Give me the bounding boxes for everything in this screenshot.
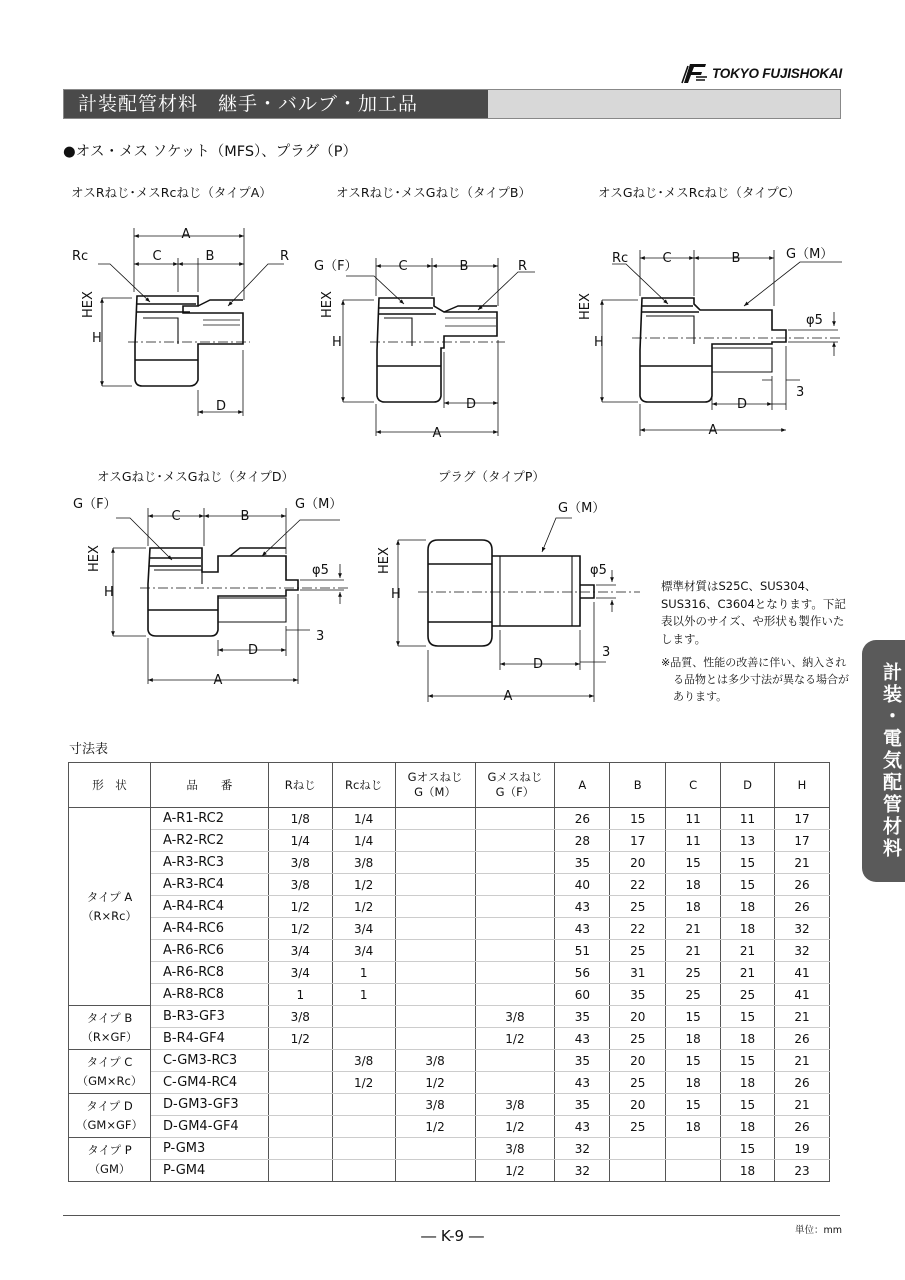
cell-d: 18 [721, 1072, 775, 1094]
thread-left-label: Rc [612, 251, 629, 266]
cell-b: 20 [610, 852, 666, 874]
cell-d: 18 [721, 1160, 775, 1182]
col-gf: Gメスねじ G（F） [475, 763, 555, 808]
group-cell: タイプ C （GM×Rc） [69, 1050, 151, 1094]
cell-d: 25 [721, 984, 775, 1006]
table-row [69, 962, 830, 984]
col-c: C [666, 763, 721, 808]
phi-label: φ5 [590, 563, 607, 578]
cell-a: 35 [555, 1006, 610, 1028]
cell-h: 21 [775, 1006, 830, 1028]
dim-b-label: B [240, 509, 250, 524]
cell-c: 15 [666, 1050, 721, 1072]
gap-label: 3 [316, 629, 325, 644]
cell-r: 1/2 [268, 896, 332, 918]
dim-d-label: D [736, 397, 748, 412]
col-b: B [610, 763, 666, 808]
gap-label: 3 [602, 645, 611, 660]
cell-b: 20 [610, 1094, 666, 1116]
cell-rc: 1/4 [332, 808, 395, 830]
cell-a: 51 [555, 940, 610, 962]
dim-hex-label: HEX [377, 547, 392, 574]
cell-d: 15 [721, 852, 775, 874]
cell-rc: 1 [332, 962, 395, 984]
cell-h: 26 [775, 896, 830, 918]
dim-a-label: A [213, 673, 223, 688]
cell-c: 18 [666, 1072, 721, 1094]
cell-gm: 1/2 [395, 1116, 475, 1138]
cell-gm [395, 1006, 475, 1028]
group-cell: タイプ B （R×GF） [69, 1006, 151, 1050]
cell-gf: 1/2 [475, 1028, 555, 1050]
dim-hex-label: HEX [320, 291, 335, 318]
cell-c [666, 1160, 721, 1182]
col-code: 品 番 [150, 763, 268, 808]
cell-c: 18 [666, 1116, 721, 1138]
table-row [69, 940, 830, 962]
cell-gf [475, 984, 555, 1006]
cell-r [268, 1160, 332, 1182]
cell-rc: 1/2 [332, 1072, 395, 1094]
unit-note: 単位：mm [795, 1225, 843, 1236]
cell-d: 15 [721, 874, 775, 896]
dim-hex-label: HEX [578, 293, 593, 320]
cell-b: 17 [610, 830, 666, 852]
cell-c: 25 [666, 984, 721, 1006]
cell-gm [395, 918, 475, 940]
table-row [69, 896, 830, 918]
table-label: 寸法表 [69, 742, 109, 757]
part-code-cell: A-R3-RC3 [150, 852, 268, 874]
cell-r: 1/2 [268, 1028, 332, 1050]
part-code-cell: C-GM4-RC4 [150, 1072, 268, 1094]
cell-a: 43 [555, 918, 610, 940]
cell-gf [475, 1072, 555, 1094]
cell-r: 3/4 [268, 962, 332, 984]
thread-left-label: G（F） [314, 259, 358, 274]
side-tab-label: 計装・電気配管材料 [880, 662, 902, 860]
cell-b: 25 [610, 1116, 666, 1138]
drawing-type-c [602, 250, 842, 436]
cell-h: 21 [775, 1050, 830, 1072]
cell-d: 15 [721, 1006, 775, 1028]
cell-rc [332, 1094, 395, 1116]
cell-a: 56 [555, 962, 610, 984]
cell-d: 11 [721, 808, 775, 830]
cell-a: 60 [555, 984, 610, 1006]
cell-a: 32 [555, 1160, 610, 1182]
cell-h: 26 [775, 1116, 830, 1138]
col-shape: 形 状 [69, 763, 151, 808]
cell-r [268, 1050, 332, 1072]
cell-r: 1/4 [268, 830, 332, 852]
cell-c: 15 [666, 1006, 721, 1028]
table-header-row [69, 763, 830, 808]
table-row [69, 1050, 830, 1072]
cell-b: 20 [610, 1050, 666, 1072]
cell-gf: 3/8 [475, 1006, 555, 1028]
part-code-cell: D-GM4-GF4 [150, 1116, 268, 1138]
cell-b: 20 [610, 1006, 666, 1028]
cell-rc: 3/4 [332, 918, 395, 940]
caption-type-b: オスRねじ･メスGねじ（タイプB） [336, 185, 531, 200]
table-row [69, 1160, 830, 1182]
cell-rc: 1/2 [332, 874, 395, 896]
cell-rc [332, 1138, 395, 1160]
cell-gm [395, 808, 475, 830]
cell-rc: 1/4 [332, 830, 395, 852]
cell-d: 21 [721, 940, 775, 962]
cell-gm [395, 830, 475, 852]
part-code-cell: A-R8-RC8 [150, 984, 268, 1006]
dim-c-label: C [152, 249, 162, 264]
cell-h: 17 [775, 808, 830, 830]
col-gm: Gオスねじ G（M） [395, 763, 475, 808]
cell-h: 32 [775, 940, 830, 962]
cell-r [268, 1072, 332, 1094]
col-d: D [721, 763, 775, 808]
table-row [69, 1094, 830, 1116]
thread-right-label: R [518, 259, 528, 274]
cell-gm [395, 1028, 475, 1050]
thread-right-label: G（M） [786, 247, 834, 262]
dim-a-label: A [432, 426, 442, 441]
cell-c: 21 [666, 918, 721, 940]
cell-h: 21 [775, 852, 830, 874]
thread-right-label: R [280, 249, 290, 264]
group-cell: タイプ D （GM×GF） [69, 1094, 151, 1138]
caption-type-a: オスRねじ･メスRcねじ（タイプA） [71, 185, 272, 200]
drawing-type-d [113, 508, 348, 684]
part-code-cell: P-GM4 [150, 1160, 268, 1182]
cell-c: 18 [666, 874, 721, 896]
dim-h-label: H [332, 335, 342, 350]
gap-label: 3 [796, 385, 805, 400]
cell-h: 41 [775, 962, 830, 984]
cell-r: 1/2 [268, 918, 332, 940]
part-code-cell: A-R3-RC4 [150, 874, 268, 896]
part-code-cell: A-R4-RC6 [150, 918, 268, 940]
cell-r: 1/8 [268, 808, 332, 830]
cell-gf: 1/2 [475, 1160, 555, 1182]
table-row [69, 1138, 830, 1160]
cell-d: 18 [721, 896, 775, 918]
cell-b: 22 [610, 874, 666, 896]
cell-a: 35 [555, 1050, 610, 1072]
cell-h: 19 [775, 1138, 830, 1160]
category-side-tab[interactable] [862, 640, 905, 882]
cell-a: 43 [555, 1072, 610, 1094]
dim-d-label: D [247, 643, 259, 658]
cell-d: 15 [721, 1094, 775, 1116]
thread-right-label: G（M） [558, 501, 606, 516]
table-row [69, 1006, 830, 1028]
cell-a: 35 [555, 1094, 610, 1116]
cell-gf [475, 852, 555, 874]
thread-left-label: Rc [72, 249, 89, 264]
part-code-cell: P-GM3 [150, 1138, 268, 1160]
cell-rc: 1/2 [332, 896, 395, 918]
cell-gm [395, 874, 475, 896]
disclaimer-note: ※品質、性能の改善に伴い、納入される品物とは多少寸法が異なる場合があります。 [661, 656, 849, 703]
cell-d: 15 [721, 1138, 775, 1160]
col-rc: Rcねじ [332, 763, 395, 808]
part-code-cell: A-R6-RC8 [150, 962, 268, 984]
cell-r: 3/8 [268, 874, 332, 896]
cell-b: 25 [610, 1072, 666, 1094]
cell-gm [395, 852, 475, 874]
cell-gf: 3/8 [475, 1138, 555, 1160]
part-code-cell: B-R4-GF4 [150, 1028, 268, 1050]
cell-a: 43 [555, 1028, 610, 1050]
dim-hex-label: HEX [81, 291, 96, 318]
cell-a: 43 [555, 896, 610, 918]
cell-d: 21 [721, 962, 775, 984]
cell-r [268, 1138, 332, 1160]
cell-b: 15 [610, 808, 666, 830]
phi-label: φ5 [312, 563, 329, 578]
cell-b [610, 1160, 666, 1182]
cell-gm [395, 1160, 475, 1182]
cell-a: 26 [555, 808, 610, 830]
cell-gf: 1/2 [475, 1116, 555, 1138]
cell-gf [475, 896, 555, 918]
page-number: ― K-9 ― [421, 1227, 484, 1245]
cell-gf: 3/8 [475, 1094, 555, 1116]
table-row [69, 1116, 830, 1138]
cell-h: 26 [775, 1072, 830, 1094]
cell-h: 32 [775, 918, 830, 940]
cell-b: 25 [610, 896, 666, 918]
cell-h: 41 [775, 984, 830, 1006]
cell-b: 22 [610, 918, 666, 940]
cell-c: 11 [666, 808, 721, 830]
table-row [69, 874, 830, 896]
cell-gm [395, 896, 475, 918]
table-row [69, 808, 830, 830]
part-code-cell: D-GM3-GF3 [150, 1094, 268, 1116]
dim-h-label: H [104, 585, 114, 600]
cell-rc [332, 1028, 395, 1050]
cell-h: 23 [775, 1160, 830, 1182]
cell-c: 25 [666, 962, 721, 984]
col-h: H [775, 763, 830, 808]
cell-gf [475, 962, 555, 984]
col-r: Rねじ [268, 763, 332, 808]
caption-type-d: オスGねじ･メスGねじ（タイプD） [97, 469, 294, 484]
col-a: A [555, 763, 610, 808]
cell-c: 18 [666, 896, 721, 918]
cell-gm: 3/8 [395, 1094, 475, 1116]
cell-r [268, 1116, 332, 1138]
cell-d: 18 [721, 1116, 775, 1138]
cell-r [268, 1094, 332, 1116]
brand-name: TOKYO FUJISHOKAI [712, 65, 843, 81]
cell-r: 3/8 [268, 1006, 332, 1028]
table-row [69, 1028, 830, 1050]
cell-c: 18 [666, 1028, 721, 1050]
cell-rc: 3/4 [332, 940, 395, 962]
dim-d-label: D [532, 657, 544, 672]
cell-b: 25 [610, 940, 666, 962]
dim-h-label: H [92, 331, 102, 346]
cell-gm [395, 962, 475, 984]
dim-a-label: A [708, 423, 718, 438]
notes [661, 578, 851, 711]
page-title: 計装配管材料 継手・バルブ・加工品 [64, 90, 488, 118]
cell-h: 17 [775, 830, 830, 852]
cell-gf [475, 918, 555, 940]
thread-right-label: G（M） [295, 497, 343, 512]
table-row [69, 852, 830, 874]
drawing-type-p [398, 518, 640, 702]
part-code-cell: A-R2-RC2 [150, 830, 268, 852]
cell-gm [395, 940, 475, 962]
cell-gf [475, 1050, 555, 1072]
cell-gm: 1/2 [395, 1072, 475, 1094]
cell-a: 28 [555, 830, 610, 852]
cell-rc: 1 [332, 984, 395, 1006]
dim-b-label: B [459, 259, 469, 274]
section-title: ●オス・メス ソケット（MFS）、プラグ（P） [63, 144, 358, 160]
cell-gf [475, 874, 555, 896]
cell-r: 3/8 [268, 852, 332, 874]
drawing-type-a [98, 228, 284, 416]
drawing-type-b [343, 258, 535, 436]
dim-h-label: H [391, 587, 401, 602]
cell-r: 3/4 [268, 940, 332, 962]
part-code-cell: A-R1-RC2 [150, 808, 268, 830]
cell-b: 25 [610, 1028, 666, 1050]
table-row [69, 830, 830, 852]
cell-c: 15 [666, 852, 721, 874]
cell-gf [475, 830, 555, 852]
cell-a: 32 [555, 1138, 610, 1160]
table-row [69, 984, 830, 1006]
group-cell: タイプ P （GM） [69, 1138, 151, 1182]
cell-rc: 3/8 [332, 1050, 395, 1072]
part-code-cell: A-R6-RC6 [150, 940, 268, 962]
part-code-cell: B-R3-GF3 [150, 1006, 268, 1028]
dim-a-label: A [503, 689, 513, 704]
cell-a: 40 [555, 874, 610, 896]
caption-type-c: オスGねじ･メスRcねじ（タイプC） [598, 185, 800, 200]
dim-b-label: B [731, 251, 741, 266]
dim-b-label: B [205, 249, 215, 264]
cell-c: 21 [666, 940, 721, 962]
dimension-table [68, 762, 830, 1182]
material-note: 標準材質はS25C、SUS304、SUS316、C3604となります。下記表以外のサイズ、や形状も製作いたします。 [661, 579, 846, 646]
cell-gf [475, 940, 555, 962]
cell-h: 26 [775, 874, 830, 896]
cell-gf [475, 808, 555, 830]
phi-label: φ5 [806, 313, 823, 328]
cell-c: 11 [666, 830, 721, 852]
dim-c-label: C [171, 509, 181, 524]
dim-h-label: H [594, 335, 604, 350]
cell-h: 26 [775, 1028, 830, 1050]
cell-rc [332, 1160, 395, 1182]
cell-b: 35 [610, 984, 666, 1006]
cell-h: 21 [775, 1094, 830, 1116]
cell-rc [332, 1006, 395, 1028]
cell-rc [332, 1116, 395, 1138]
cell-d: 15 [721, 1050, 775, 1072]
cell-d: 13 [721, 830, 775, 852]
footer-divider [63, 1215, 840, 1216]
cell-c [666, 1138, 721, 1160]
cell-gm: 3/8 [395, 1050, 475, 1072]
thread-left-label: G（F） [73, 497, 117, 512]
caption-type-p: プラグ（タイプP） [438, 469, 545, 484]
cell-c: 15 [666, 1094, 721, 1116]
dim-d-label: D [215, 399, 227, 414]
group-cell: タイプ A （R×Rc） [69, 808, 151, 1006]
cell-rc: 3/8 [332, 852, 395, 874]
dim-a-label: A [181, 227, 191, 242]
dim-c-label: C [398, 259, 408, 274]
cell-a: 43 [555, 1116, 610, 1138]
dim-d-label: D [465, 397, 477, 412]
cell-r: 1 [268, 984, 332, 1006]
cell-b: 31 [610, 962, 666, 984]
cell-gm [395, 1138, 475, 1160]
table-row [69, 918, 830, 940]
dim-hex-label: HEX [87, 545, 102, 572]
cell-gm [395, 984, 475, 1006]
table-row [69, 1072, 830, 1094]
cell-b [610, 1138, 666, 1160]
part-code-cell: C-GM3-RC3 [150, 1050, 268, 1072]
part-code-cell: A-R4-RC4 [150, 896, 268, 918]
cell-d: 18 [721, 918, 775, 940]
cell-d: 18 [721, 1028, 775, 1050]
cell-a: 35 [555, 852, 610, 874]
dim-c-label: C [662, 251, 672, 266]
